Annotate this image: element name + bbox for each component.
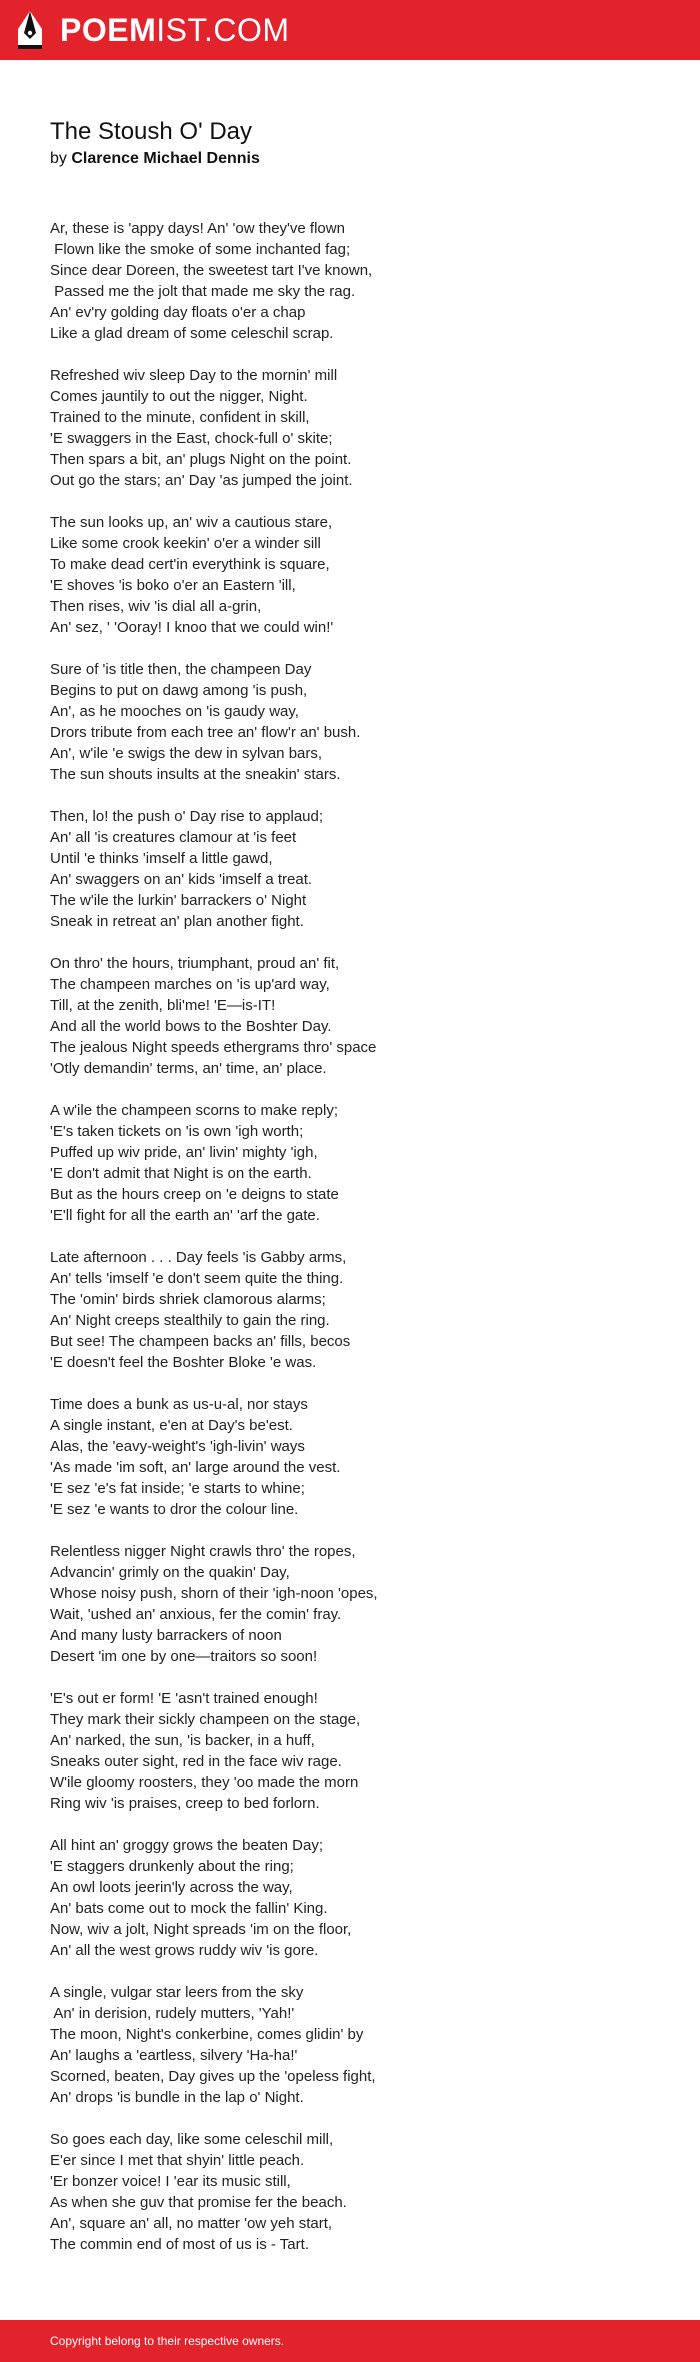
byline bbox=[50, 148, 650, 170]
poem-line: An' all the west grows ruddy wiv 'is gore. bbox=[50, 1942, 319, 1959]
poem-line: Till, at the zenith, bli'me! 'E—is-IT! bbox=[50, 997, 276, 1014]
poem-line: An', w'ile 'e swigs the dew in sylvan bars, bbox=[50, 745, 323, 762]
poem-heading bbox=[50, 116, 650, 170]
poem-line: And many lusty barrackers of noon bbox=[50, 1627, 282, 1644]
poem-line: To make dead cert'in everythink is square, bbox=[50, 556, 330, 573]
site-footer bbox=[0, 2320, 700, 2362]
brand-name bbox=[60, 9, 290, 51]
stanza bbox=[50, 806, 650, 932]
stanza bbox=[50, 1247, 650, 1373]
poem-body bbox=[50, 218, 650, 2276]
poem-line: Ar, these is 'appy days! An' 'ow they've flown bbox=[50, 220, 345, 237]
poem-line: 'E'll fight for all the earth an' 'arf the gate. bbox=[50, 1207, 320, 1224]
poem-line: Sure of 'is title then, the champeen Day bbox=[50, 661, 312, 678]
poem-line: An' drops 'is bundle in the lap o' Night. bbox=[50, 2089, 304, 2106]
poem-line: 'E sez 'e's fat inside; 'e starts to whine; bbox=[50, 1480, 305, 1497]
byline-label: by bbox=[50, 150, 67, 167]
poem-line: A single, vulgar star leers from the sky bbox=[50, 1984, 304, 2001]
poem-line: Like a glad dream of some celeschil scrap. bbox=[50, 325, 334, 342]
poem-line: Like some crook keekin' o'er a winder sill bbox=[50, 535, 321, 552]
poem-title: The Stoush O' Day bbox=[50, 118, 253, 145]
poem-line: Puffed up wiv pride, an' livin' mighty 'igh, bbox=[50, 1144, 318, 1161]
stanza bbox=[50, 1982, 650, 2108]
poem-line: Until 'e thinks 'imself a little gawd, bbox=[50, 850, 273, 867]
poem-line: Sneak in retreat an' plan another fight. bbox=[50, 913, 304, 930]
poem-line: Desert 'im one by one—traitors so soon! bbox=[50, 1648, 318, 1665]
poem-line: Since dear Doreen, the sweetest tart I've known, bbox=[50, 262, 373, 279]
pen-nib-icon bbox=[16, 9, 44, 51]
poem-line: Out go the stars; an' Day 'as jumped the joint. bbox=[50, 472, 353, 489]
poem-line: An' narked, the sun, 'is backer, in a huff, bbox=[50, 1732, 315, 1749]
poem-line: 'E staggers drunkenly about the ring; bbox=[50, 1858, 294, 1875]
stanza bbox=[50, 512, 650, 638]
poem-line: And all the world bows to the Boshter Day. bbox=[50, 1018, 332, 1035]
poem-line: An' all 'is creatures clamour at 'is feet bbox=[50, 829, 297, 846]
poem-line: 'E shoves 'is boko o'er an Eastern 'ill, bbox=[50, 577, 296, 594]
poem-line: Refreshed wiv sleep Day to the mornin' mill bbox=[50, 367, 338, 384]
author-name[interactable]: Clarence Michael Dennis bbox=[71, 150, 260, 167]
poem-line: Time does a bunk as us-u-al, nor stays bbox=[50, 1396, 308, 1413]
poem-line: Ring wiv 'is praises, creep to bed forlorn. bbox=[50, 1795, 320, 1812]
poem-line: An owl loots jeerin'ly across the way, bbox=[50, 1879, 293, 1896]
poem-line: 'E doesn't feel the Boshter Bloke 'e was. bbox=[50, 1354, 317, 1371]
poem-line: A w'ile the champeen scorns to make reply; bbox=[50, 1102, 339, 1119]
poem-line: 'As made 'im soft, an' large around the vest. bbox=[50, 1459, 341, 1476]
poem-line: On thro' the hours, triumphant, proud an' fit, bbox=[50, 955, 340, 972]
poem-line: An', square an' all, no matter 'ow yeh start, bbox=[50, 2215, 333, 2232]
poem-line: All hint an' groggy grows the beaten Day; bbox=[50, 1837, 324, 1854]
poem-line: An' laughs a 'eartless, silvery 'Ha-ha!' bbox=[50, 2047, 298, 2064]
stanza bbox=[50, 1100, 650, 1226]
stanza bbox=[50, 218, 650, 344]
copyright-notice: Copyright belong to their respective owners. bbox=[50, 2334, 285, 2348]
poem-line: 'Er bonzer voice! I 'ear its music still, bbox=[50, 2173, 291, 2190]
stanza bbox=[50, 2129, 650, 2255]
poem-line: The sun looks up, an' wiv a cautious stare, bbox=[50, 514, 333, 531]
poem-line: An' tells 'imself 'e don't seem quite the thing. bbox=[50, 1270, 344, 1287]
poem-line: 'Otly demandin' terms, an' time, an' place. bbox=[50, 1060, 327, 1077]
poem-line: Whose noisy push, shorn of their 'igh-noon 'opes, bbox=[50, 1585, 378, 1602]
brand-name-light: IST.COM bbox=[156, 12, 290, 48]
poem-line: An' Night creeps stealthily to gain the ring. bbox=[50, 1312, 330, 1329]
poem-line: Advancin' grimly on the quakin' Day, bbox=[50, 1564, 290, 1581]
poem-line: The sun shouts insults at the sneakin' stars. bbox=[50, 766, 341, 783]
stanza bbox=[50, 365, 650, 491]
poem-line: Passed me the jolt that made me sky the rag. bbox=[50, 283, 356, 300]
poem-line: The jealous Night speeds ethergrams thro' space bbox=[50, 1039, 377, 1056]
poem-line: An' bats come out to mock the fallin' King. bbox=[50, 1900, 328, 1917]
stanza bbox=[50, 1541, 650, 1667]
stanza bbox=[50, 1394, 650, 1520]
poem-line: Wait, 'ushed an' anxious, fer the comin' fray. bbox=[50, 1606, 342, 1623]
brand-name-bold: POEM bbox=[60, 12, 157, 48]
poem-line: Late afternoon . . . Day feels 'is Gabby arms, bbox=[50, 1249, 347, 1266]
poem-line: They mark their sickly champeen on the stage, bbox=[50, 1711, 361, 1728]
poem-line: An' in derision, rudely mutters, 'Yah!' bbox=[50, 2005, 295, 2022]
poem-line: A single instant, e'en at Day's be'est. bbox=[50, 1417, 293, 1434]
poem-line: Alas, the 'eavy-weight's 'igh-livin' ways bbox=[50, 1438, 305, 1455]
poem-line: Scorned, beaten, Day gives up the 'opeless fight, bbox=[50, 2068, 376, 2085]
stanza bbox=[50, 659, 650, 785]
poem-line: Drors tribute from each tree an' flow'r an' bush. bbox=[50, 724, 361, 741]
poem-line: 'E sez 'e wants to dror the colour line. bbox=[50, 1501, 299, 1518]
poem-line: Sneaks outer sight, red in the face wiv rage. bbox=[50, 1753, 342, 1770]
poem-line: 'E's taken tickets on 'is own 'igh worth; bbox=[50, 1123, 304, 1140]
poem-line: The 'omin' birds shriek clamorous alarms; bbox=[50, 1291, 326, 1308]
poem-line: 'E don't admit that Night is on the earth. bbox=[50, 1165, 312, 1182]
poem-line: An' swaggers on an' kids 'imself a treat. bbox=[50, 871, 313, 888]
poem-line: The champeen marches on 'is up'ard way, bbox=[50, 976, 330, 993]
stanza bbox=[50, 1688, 650, 1814]
poem-line: Then rises, wiv 'is dial all a-grin, bbox=[50, 598, 262, 615]
poem-line: But as the hours creep on 'e deigns to state bbox=[50, 1186, 339, 1203]
poem-line: But see! The champeen backs an' fills, becos bbox=[50, 1333, 351, 1350]
poem-line: Then spars a bit, an' plugs Night on the point. bbox=[50, 451, 352, 468]
poem-line: E'er since I met that shyin' little peach. bbox=[50, 2152, 305, 2169]
poem-line: Relentless nigger Night crawls thro' the ropes, bbox=[50, 1543, 356, 1560]
poem-line: The commin end of most of us is - Tart. bbox=[50, 2236, 309, 2253]
poem-line: As when she guv that promise fer the beach. bbox=[50, 2194, 347, 2211]
poem-line: Flown like the smoke of some inchanted fag; bbox=[50, 241, 351, 258]
poem-line: The moon, Night's conkerbine, comes glidin' by bbox=[50, 2026, 364, 2043]
poem-line: An' ev'ry golding day floats o'er a chap bbox=[50, 304, 306, 321]
poem-line: So goes each day, like some celeschil mill, bbox=[50, 2131, 334, 2148]
site-header bbox=[0, 0, 700, 60]
poem-line: 'E swaggers in the East, chock-full o' skite; bbox=[50, 430, 333, 447]
poem-line: Begins to put on dawg among 'is push, bbox=[50, 682, 308, 699]
poem-line: An', as he mooches on 'is gaudy way, bbox=[50, 703, 299, 720]
poem-line: An' sez, ' 'Ooray! I knoo that we could win!' bbox=[50, 619, 334, 636]
site-logo[interactable] bbox=[16, 9, 290, 51]
poem-line: 'E's out er form! 'E 'asn't trained enough! bbox=[50, 1690, 318, 1707]
poem-line: Trained to the minute, confident in skill, bbox=[50, 409, 310, 426]
poem-line: Then, lo! the push o' Day rise to applaud; bbox=[50, 808, 324, 825]
stanza bbox=[50, 953, 650, 1079]
poem-line: The w'ile the lurkin' barrackers o' Night bbox=[50, 892, 307, 909]
poem-line: Now, wiv a jolt, Night spreads 'im on the floor, bbox=[50, 1921, 352, 1938]
poem-line: Comes jauntily to out the nigger, Night. bbox=[50, 388, 308, 405]
poem-line: W'ile gloomy roosters, they 'oo made the morn bbox=[50, 1774, 359, 1791]
stanza bbox=[50, 1835, 650, 1961]
